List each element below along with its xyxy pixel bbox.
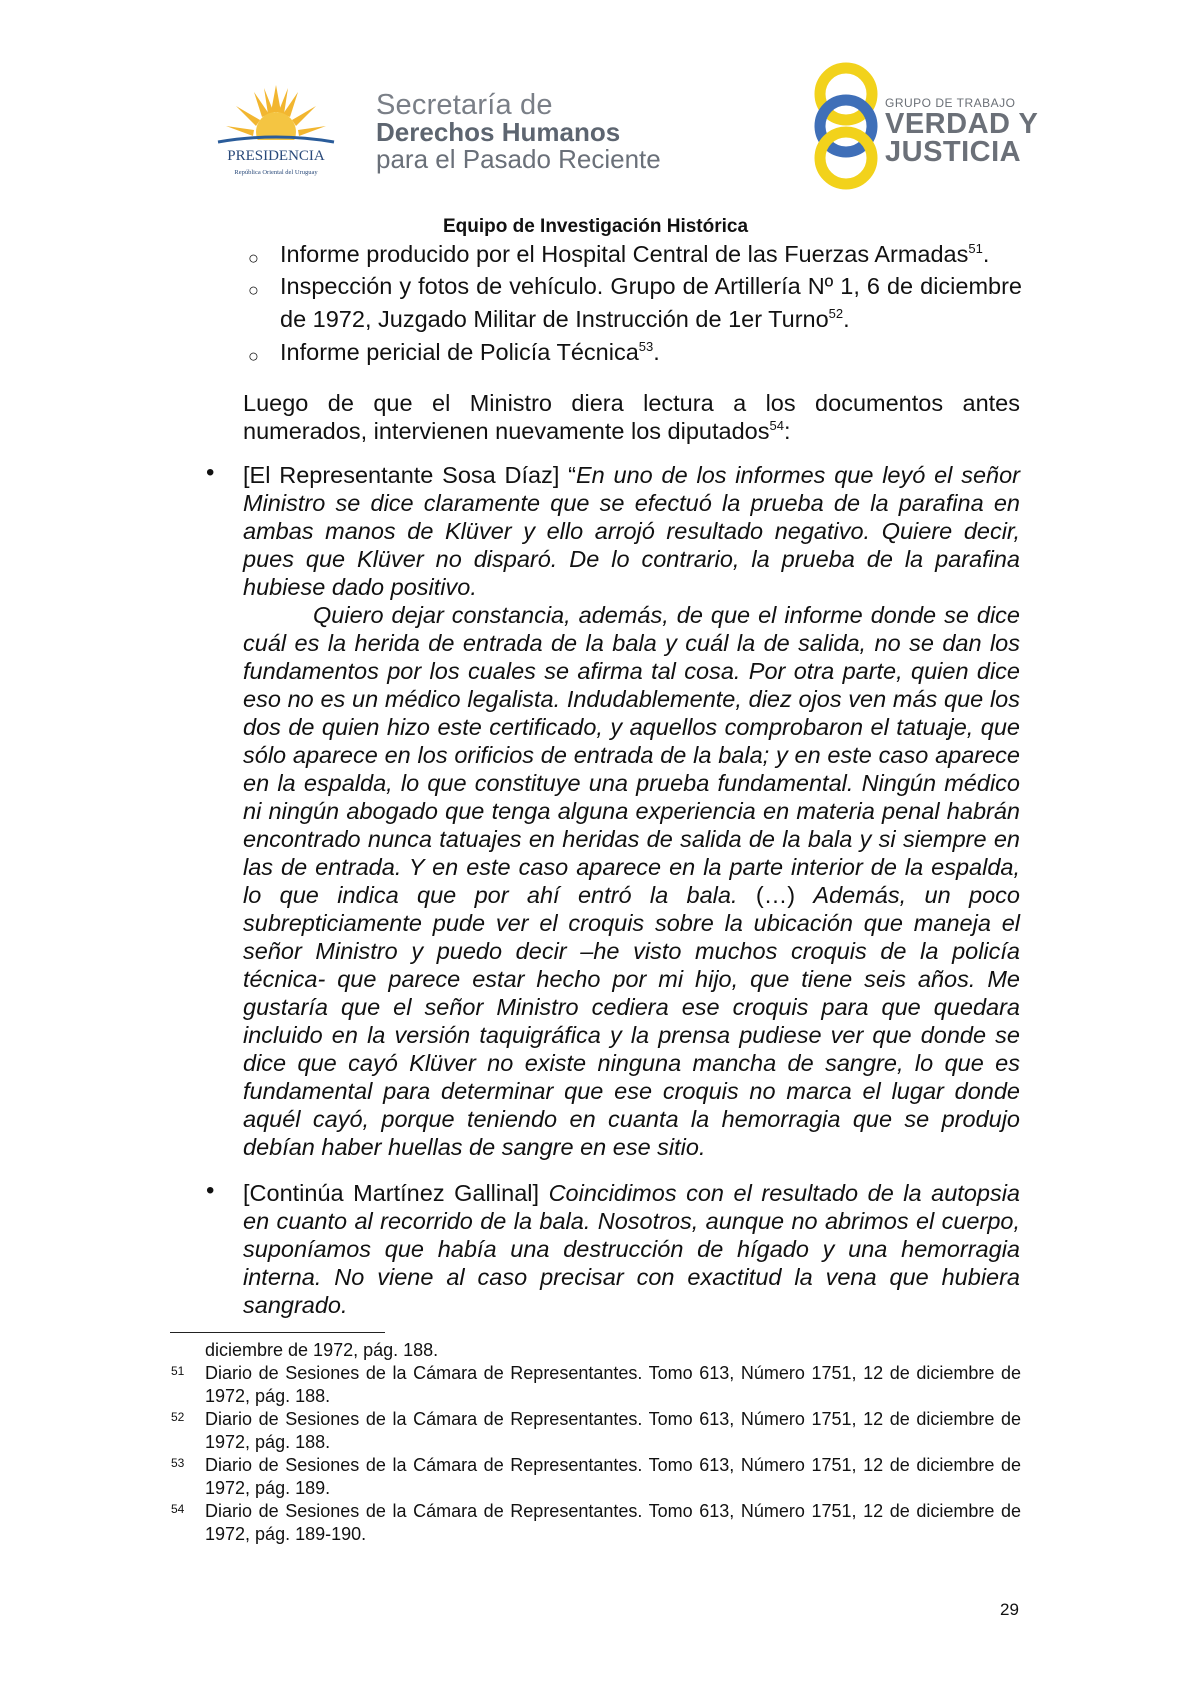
quote-martinez-gallinal	[243, 1179, 1020, 1319]
intro-tail: :	[783, 418, 791, 444]
list-item-text: Informe producido por el Hospital Central de las Fuerzas Armadas	[280, 241, 969, 267]
speaker-label: [Continúa Martínez Gallinal]	[243, 1180, 549, 1206]
circle-bullet-icon: ○	[248, 248, 259, 268]
footnote-text: Diario de Sesiones de la Cámara de Representantes. Tomo 613, Número 1751, 12 de diciembre de 1972, pág. 189.	[205, 1455, 1021, 1498]
grupo-line-1: VERDAD Y	[885, 108, 1039, 140]
list-item-text: Inspección y fotos de vehículo. Grupo de Artillería Nº 1, 6 de diciembre de 1972, Juzgado Militar de Instrucción de 1er Turno	[280, 273, 1022, 332]
footnote-ref: 53	[638, 339, 654, 355]
footnote-separator	[170, 1332, 385, 1333]
footnote-carryover: diciembre de 1972, pág. 188.	[205, 1340, 439, 1360]
quote-text: Coincidimos con el resultado de la autopsia en cuanto al recorrido de la bala. Nosotros, aunque no abrimos el cuerpo, suponíamos que había una destrucción de hígado y una hemorragia interna. No viene al caso precisar con exactitud la vena que hubiera sangrado.	[243, 1180, 1020, 1318]
secretaria-logo	[376, 89, 661, 174]
secretaria-line-3: para el Pasado Reciente	[376, 144, 661, 174]
quote-paragraph-2: Quiero dejar constancia, además, de que el informe donde se dice cuál es la herida de entrada de la bala y cuál la de salida, no se dan los fundamentos por los cuales se afirma tal cosa. Por otra parte, quien dice eso no es un médico legalista. Indudablemente, diez ojos ven más que los dos de quien hizo este certificado, y aquellos comprobaron el tatuaje, que sólo aparece en los orificios de entrada de la bala; y en este caso aparece en la espalda, lo que constituye una prueba fundamental. Ningún médico ni ningún abogado que tenga alguna experiencia en materia penal habrán encontrado nunca tatuajes en heridas de salida de la bala y si siempre en las de entrada. Y en este caso aparece en la parte interior de la espalda, lo que indica que por ahí entró la bala.	[243, 602, 1020, 908]
quote-paragraph-1: En uno de los informes que leyó el señor Ministro se dice claramente que se efectuó la prueba de la parafina en ambas manos de Klüver y ello arrojó resultado negativo. Quiere decir, pues que Klüver no disparó. De lo contrario, la prueba de la parafina hubiese dado positivo.	[243, 462, 1020, 600]
quote-sosa-diaz	[243, 461, 1020, 1161]
intro-text: Luego de que el Ministro diera lectura a los documentos antes numerados, intervienen nuevamente los diputados	[243, 390, 1020, 444]
footnote-number: 54	[171, 1502, 185, 1516]
presidencia-subtitle: República Oriental del Uruguay	[234, 169, 318, 176]
presidencia-logo	[196, 80, 356, 190]
footnote-text: Diario de Sesiones de la Cámara de Representantes. Tomo 613, Número 1751, 12 de diciembre de 1972, pág. 188.	[205, 1409, 1021, 1452]
circle-bullet-icon: ○	[248, 346, 259, 366]
list-item-text: Informe pericial de Policía Técnica	[280, 339, 639, 365]
circle-bullet-icon: ○	[248, 280, 259, 300]
footnote-ref: 54	[769, 418, 784, 434]
footnote-text: Diario de Sesiones de la Cámara de Representantes. Tomo 613, Número 1751, 12 de diciembre de 1972, pág. 189-190.	[205, 1501, 1021, 1544]
footnote-text: Diario de Sesiones de la Cámara de Representantes. Tomo 613, Número 1751, 12 de diciembre de 1972, pág. 188.	[205, 1363, 1021, 1406]
footnote-number: 51	[171, 1364, 185, 1378]
ellipsis: (…)	[737, 882, 814, 908]
bullet-icon: •	[206, 459, 215, 486]
footnote-number: 53	[171, 1456, 185, 1470]
footnote-ref: 52	[828, 306, 844, 322]
page-number: 29	[1000, 1600, 1019, 1619]
quote-paragraph-2-cont: Además, un poco subrepticiamente pude ver el croquis sobre la ubicación que maneja el señor Ministro y puedo decir –he visto muchos croquis de la policía técnica- que parece estar hecho por mi hijo, que tiene seis años. Me gustaría que el señor Ministro cediera ese croquis para que quedara incluido en la versión taquigráfica y la prensa pudiese ver que donde se dice que cayó Klüver no existe ninguna mancha de sangre, lo que es fundamental para determinar que ese croquis no marca el lugar donde aquél cayó, porque teniendo en cuanta la hemorragia que se produjo debían haber huellas de sangre en ese sitio.	[243, 882, 1020, 1160]
presidencia-title: PRESIDENCIA	[227, 148, 325, 164]
verdad-justicia-logo-text	[885, 96, 1038, 166]
footnote-number: 52	[171, 1410, 185, 1424]
secretaria-line-2: Derechos Humanos	[376, 117, 621, 147]
bullet-icon: •	[206, 1177, 215, 1204]
header-equipo-title: Equipo de Investigación Histórica	[442, 216, 749, 237]
footnote-ref: 51	[968, 241, 983, 257]
grupo-line-2: JUSTICIA	[885, 136, 1022, 168]
grupo-small-label: GRUPO DE TRABAJO	[885, 96, 1016, 110]
speaker-label: [El Representante Sosa Díaz] “	[243, 462, 576, 488]
intro-paragraph	[243, 389, 1020, 445]
list-item-tail: .	[982, 241, 990, 267]
secretaria-line-1: Secretaría de	[376, 89, 553, 121]
list-item-tail: .	[843, 306, 850, 332]
list-item-tail: .	[653, 339, 660, 365]
